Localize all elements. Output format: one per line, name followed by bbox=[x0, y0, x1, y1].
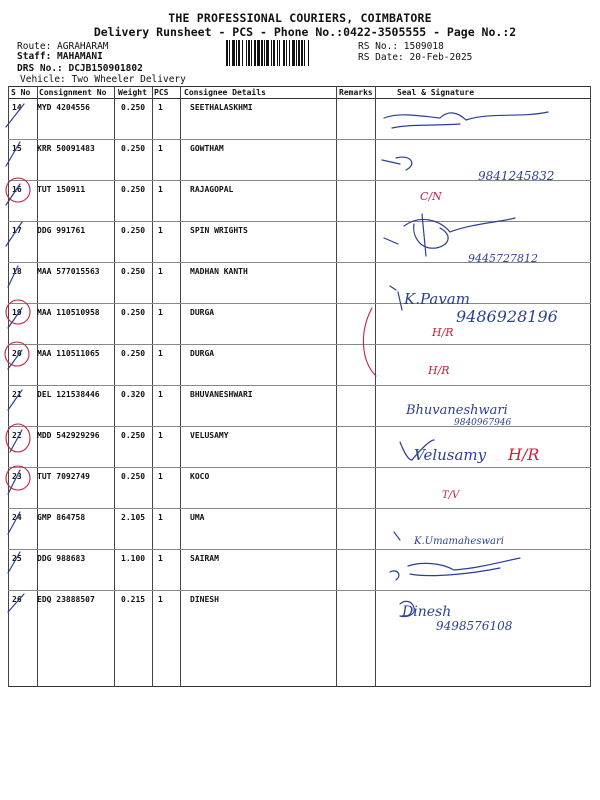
cell-weight: 0.250 bbox=[121, 103, 146, 112]
table-row bbox=[8, 426, 591, 467]
drs-number: DRS No.: DCJB150901802 bbox=[17, 63, 143, 74]
handwritten-phone-21: 9840967946 bbox=[454, 418, 512, 428]
cell-pcs: 1 bbox=[158, 349, 163, 358]
cell-consignee: BHUVANESHWARI bbox=[190, 390, 253, 399]
cell-consignee: GOWTHAM bbox=[190, 144, 224, 153]
handwritten-note-23: T/V bbox=[442, 490, 460, 501]
col-header-sno: S No bbox=[11, 88, 31, 97]
cell-pcs: 1 bbox=[158, 390, 163, 399]
cell-consignee: SAIRAM bbox=[190, 554, 219, 563]
cell-consignee: DURGA bbox=[190, 308, 215, 317]
col-header-pcs: PCS bbox=[154, 88, 169, 97]
cell-consignee: UMA bbox=[190, 513, 205, 522]
handwritten-phone-26: 9498576108 bbox=[436, 619, 513, 633]
cell-sno: 18 bbox=[12, 267, 22, 276]
table-row bbox=[8, 98, 591, 139]
cell-weight: 0.320 bbox=[121, 390, 146, 399]
cell-consignment: DDG 988683 bbox=[37, 554, 86, 563]
runsheet-table bbox=[8, 86, 591, 687]
route-label: Route: AGRAHARAM bbox=[17, 41, 109, 52]
cell-consignment: TUT 7092749 bbox=[37, 472, 90, 481]
rs-number: RS No.: 1509018 bbox=[358, 41, 444, 52]
cell-consignee: VELUSAMY bbox=[190, 431, 229, 440]
cell-sno: 15 bbox=[12, 144, 22, 153]
handwritten-phone-15: 9841245832 bbox=[478, 169, 555, 183]
cell-consignee: DURGA bbox=[190, 349, 215, 358]
cell-pcs: 1 bbox=[158, 267, 163, 276]
table-row bbox=[8, 303, 591, 344]
cell-consignment: EDQ 23888507 bbox=[37, 595, 95, 604]
handwritten-note-19: H/R bbox=[432, 326, 454, 339]
cell-sno: 19 bbox=[12, 308, 22, 317]
cell-consignee: DINESH bbox=[190, 595, 219, 604]
cell-sno: 16 bbox=[12, 185, 22, 194]
table-row bbox=[8, 139, 591, 180]
cell-pcs: 1 bbox=[158, 431, 163, 440]
cell-pcs: 1 bbox=[158, 554, 163, 563]
cell-consignment: MAA 110511065 bbox=[37, 349, 100, 358]
cell-pcs: 1 bbox=[158, 226, 163, 235]
handwritten-name-24: K.Umamaheswari bbox=[414, 536, 504, 547]
cell-pcs: 1 bbox=[158, 308, 163, 317]
cell-consignee: MADHAN KANTH bbox=[190, 267, 248, 276]
table-row bbox=[8, 508, 591, 549]
cell-weight: 0.250 bbox=[121, 431, 146, 440]
cell-weight: 2.105 bbox=[121, 513, 146, 522]
table-row bbox=[8, 549, 591, 590]
barcode-icon bbox=[226, 40, 352, 66]
company-title: THE PROFESSIONAL COURIERS, COIMBATORE bbox=[168, 11, 432, 25]
handwritten-note-16: C/N bbox=[420, 190, 442, 203]
handwritten-note-22: H/R bbox=[508, 445, 540, 464]
cell-sno: 24 bbox=[12, 513, 22, 522]
table-row bbox=[8, 344, 591, 385]
vehicle-label: Vehicle: Two Wheeler Delivery bbox=[20, 74, 186, 85]
cell-consignment: MYD 4204556 bbox=[37, 103, 90, 112]
cell-sno: 17 bbox=[12, 226, 22, 235]
col-header-weight: Weight bbox=[118, 88, 147, 97]
cell-pcs: 1 bbox=[158, 185, 163, 194]
cell-sno: 21 bbox=[12, 390, 22, 399]
cell-weight: 0.250 bbox=[121, 144, 146, 153]
cell-weight: 0.250 bbox=[121, 226, 146, 235]
handwritten-name-18: K.Pavam bbox=[404, 290, 470, 308]
cell-consignment: TUT 150911 bbox=[37, 185, 86, 194]
cell-weight: 0.250 bbox=[121, 185, 146, 194]
handwritten-phone-17: 9445727812 bbox=[468, 252, 538, 265]
handwritten-name-21: Bhuvaneshwari bbox=[406, 403, 508, 418]
table-row bbox=[8, 180, 591, 221]
rs-date: RS Date: 20-Feb-2025 bbox=[358, 52, 473, 63]
col-header-remarks: Remarks bbox=[339, 88, 373, 97]
cell-consignee: SEETHALASKHMI bbox=[190, 103, 253, 112]
cell-consignee: RAJAGOPAL bbox=[190, 185, 234, 194]
cell-consignee: KOCO bbox=[190, 472, 210, 481]
table-row bbox=[8, 385, 591, 426]
cell-weight: 0.250 bbox=[121, 349, 146, 358]
handwritten-name-22: Velusamy bbox=[414, 446, 487, 464]
cell-weight: 0.215 bbox=[121, 595, 146, 604]
cell-consignment: KRR 50091483 bbox=[37, 144, 95, 153]
cell-pcs: 1 bbox=[158, 595, 163, 604]
cell-consignment: GMP 864758 bbox=[37, 513, 86, 522]
col-header-signature: Seal & Signature bbox=[397, 88, 475, 97]
cell-sno: 14 bbox=[12, 103, 22, 112]
col-header-consignment: Consignment No bbox=[39, 88, 107, 97]
col-header-consignee: Consignee Details bbox=[184, 88, 266, 97]
cell-pcs: 1 bbox=[158, 144, 163, 153]
cell-sno: 22 bbox=[12, 431, 22, 440]
cell-consignment: DDG 991761 bbox=[37, 226, 86, 235]
cell-sno: 23 bbox=[12, 472, 22, 481]
table-row bbox=[8, 221, 591, 262]
cell-weight: 0.250 bbox=[121, 472, 146, 481]
cell-sno: 26 bbox=[12, 595, 22, 604]
table-row bbox=[8, 590, 591, 631]
table-row bbox=[8, 262, 591, 303]
handwritten-note-20: H/R bbox=[428, 364, 450, 377]
cell-pcs: 1 bbox=[158, 103, 163, 112]
cell-sno: 20 bbox=[12, 349, 22, 358]
cell-consignment: MAA 110510958 bbox=[37, 308, 100, 317]
cell-consignment: MDD 542929296 bbox=[37, 431, 100, 440]
cell-pcs: 1 bbox=[158, 472, 163, 481]
staff-label: Staff: MAHAMANI bbox=[17, 51, 103, 62]
handwritten-phone-18: 9486928196 bbox=[456, 307, 558, 326]
table-row bbox=[8, 467, 591, 508]
runsheet-subtitle: Delivery Runsheet - PCS - Phone No.:0422-3505555 - Page No.:2 bbox=[93, 25, 517, 39]
handwritten-name-26: Dinesh bbox=[402, 604, 452, 620]
cell-consignment: DEL 121538446 bbox=[37, 390, 100, 399]
cell-pcs: 1 bbox=[158, 513, 163, 522]
cell-weight: 0.250 bbox=[121, 267, 146, 276]
cell-weight: 1.100 bbox=[121, 554, 146, 563]
cell-weight: 0.250 bbox=[121, 308, 146, 317]
cell-consignment: MAA 577015563 bbox=[37, 267, 100, 276]
cell-consignee: SPIN WRIGHTS bbox=[190, 226, 248, 235]
cell-sno: 25 bbox=[12, 554, 22, 563]
